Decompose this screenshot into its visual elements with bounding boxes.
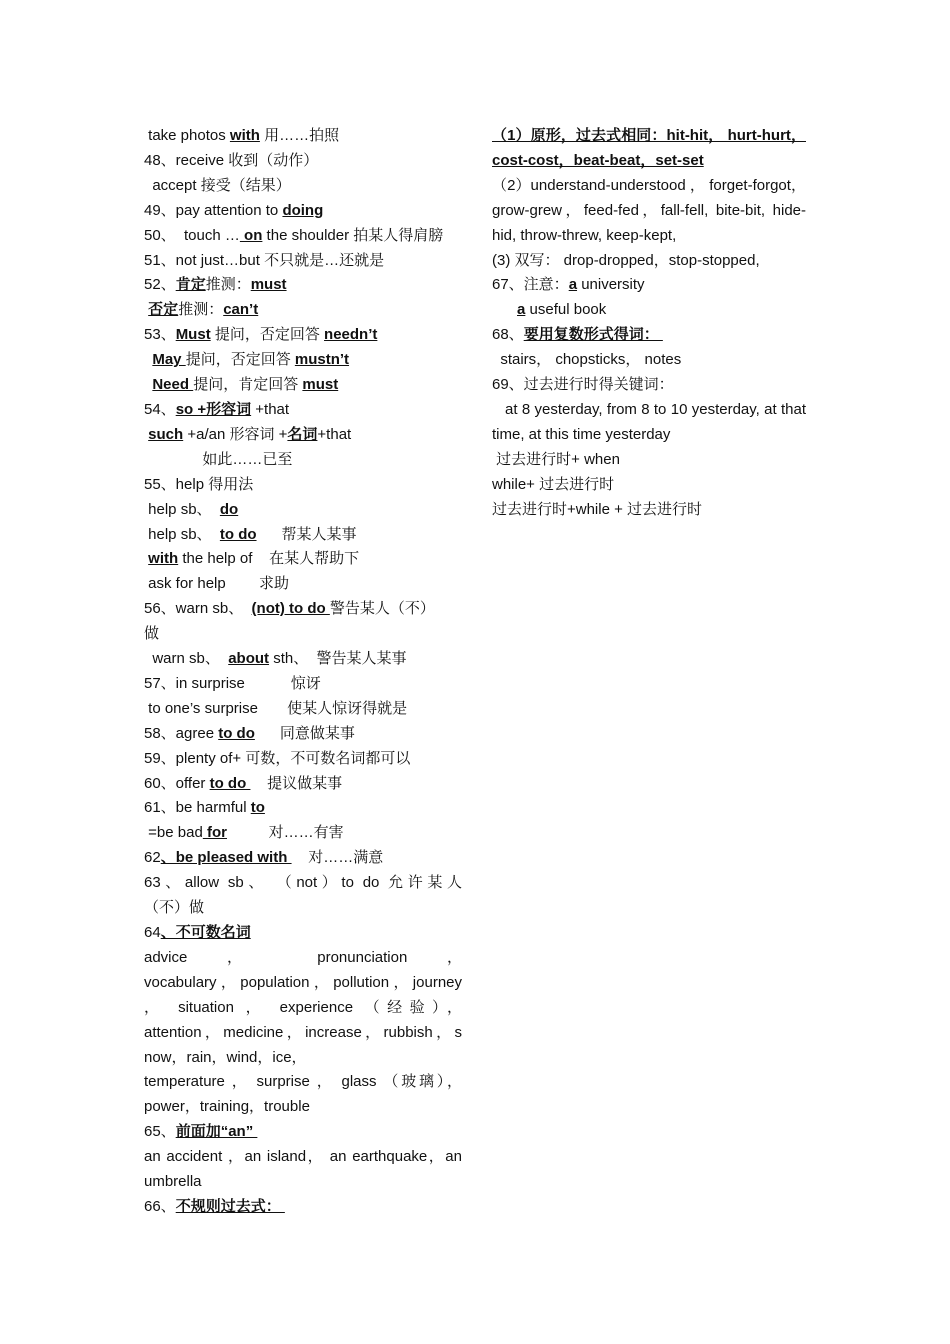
plain-text: an accident ，an island， an earthquake，an xyxy=(144,1148,462,1166)
past-progressive-heading: 69、过去进行时得关键词： xyxy=(492,376,674,394)
plain-text: 54、 xyxy=(144,400,176,418)
plain-text: the shoulder 拍某人得肩膀 xyxy=(262,226,444,244)
emphasis-text: to do xyxy=(219,525,257,543)
plain-text: +that xyxy=(251,400,290,418)
plain-text: help sb、 xyxy=(144,525,220,543)
text-line xyxy=(144,946,462,971)
plain-text: 提问，否定回答 xyxy=(210,326,325,344)
text-line xyxy=(144,1145,462,1170)
plain-text: 63、allow sb、 （not）to do 允许某人 xyxy=(144,874,462,892)
plain-text: +a/an 形容词 + xyxy=(183,425,288,443)
text-line xyxy=(144,821,462,846)
emphasis-text: 否定 xyxy=(148,301,179,319)
text-line xyxy=(144,1070,462,1095)
past-progressive-while: while+ 过去进行时 xyxy=(492,475,615,493)
plain-text: accept 接受（结果） xyxy=(144,176,291,194)
note-text: useful book xyxy=(525,301,607,319)
plain-text: 48、receive 收到（动作） xyxy=(144,151,319,169)
text-line xyxy=(144,498,462,523)
emphasis-text: about xyxy=(228,650,270,668)
plain-text: 同意做某事 xyxy=(254,724,355,742)
emphasis-text: for xyxy=(202,824,227,842)
plain-text: 提问，否定回答 xyxy=(185,351,295,369)
plain-text: 58、agree xyxy=(144,724,219,742)
text-line xyxy=(144,647,462,672)
plain-text: 61、be harmful xyxy=(144,799,251,817)
plain-text: 如此……已至 xyxy=(144,450,293,468)
text-line xyxy=(144,572,462,597)
item-number: 68、 xyxy=(492,326,524,344)
emphasis-text: 、不可数名词 xyxy=(160,924,251,941)
plain-text: 55、help 得用法 xyxy=(144,475,254,493)
text-line xyxy=(144,622,462,647)
plain-text: 56、warn sb、 xyxy=(144,600,252,618)
text-line xyxy=(144,523,462,548)
plain-text: the help of 在某人帮助下 xyxy=(178,550,360,568)
emphasis-text: May xyxy=(152,351,186,369)
plain-text: attention，medicine，increase，rubbish，s xyxy=(144,1023,462,1041)
text-line xyxy=(144,796,462,821)
text-line xyxy=(144,996,462,1021)
emphasis-text: needn’t xyxy=(324,326,378,344)
emphasis-text: with xyxy=(148,550,179,568)
plain-text: 对……满意 xyxy=(291,849,384,867)
text-line xyxy=(144,1170,462,1195)
emphasis-text: must xyxy=(302,376,339,394)
text-line xyxy=(144,149,462,174)
right-column xyxy=(492,124,806,523)
note-text: university xyxy=(577,276,645,294)
emphasis-text: Need xyxy=(152,376,194,394)
plain-text: 64 xyxy=(144,924,161,941)
irregular-past-list: （2）understand-understood ， forget-forgot，grow-grew，feed-fed，fall-fell, bite-bit, hide-hid, throw-threw, keep-kept, xyxy=(492,176,806,244)
emphasis-text: 、be pleased with xyxy=(160,849,292,867)
text-line xyxy=(144,273,462,298)
text-line xyxy=(144,224,462,249)
plain-text: 50、 touch … xyxy=(144,226,240,244)
plain-text: help sb、 xyxy=(144,500,220,518)
plain-text: 65、 xyxy=(144,1123,176,1141)
text-line xyxy=(144,174,462,199)
plain-text: +that xyxy=(317,425,352,443)
plain-text: temperature ， surprise ， glass （玻璃）， xyxy=(144,1073,462,1091)
emphasis-text: (not) to do xyxy=(251,600,330,618)
emphasis-text: with xyxy=(229,127,260,144)
plain-text: 提问，肯定回答 xyxy=(193,376,303,394)
plain-text: take photos xyxy=(144,127,230,144)
plain-text: （不）做 xyxy=(144,899,205,917)
emphasis-text: 前面加“an” xyxy=(175,1123,258,1141)
text-line xyxy=(144,772,462,797)
text-line xyxy=(144,298,462,323)
plain-text: 57、in surprise 惊讶 xyxy=(144,674,321,692)
plain-text: advice ， pronunciation ， xyxy=(144,948,462,966)
text-line xyxy=(144,124,462,149)
emphasis-text: on xyxy=(239,226,263,244)
plural-items: stairs， chopsticks， notes xyxy=(492,351,682,369)
plain-text: 做 xyxy=(144,625,160,643)
plain-text: 对……有害 xyxy=(226,824,344,842)
plain-text: 60、offer xyxy=(144,774,210,792)
text-line xyxy=(144,921,462,946)
emphasis-text: do xyxy=(219,500,239,518)
text-line xyxy=(144,971,462,996)
plain-text: now，rain，wind，ice， xyxy=(144,1048,307,1066)
emphasis-text: such xyxy=(148,425,184,443)
text-line xyxy=(144,1195,462,1220)
article-a: a xyxy=(568,276,578,294)
text-line xyxy=(144,373,462,398)
plain-text: ， situation ， experience （经验）， xyxy=(144,998,462,1016)
plain-text: 51、not just…but 不只就是…还就是 xyxy=(144,251,385,269)
text-line xyxy=(144,323,462,348)
text-line xyxy=(144,1095,462,1120)
plain-text: 53、 xyxy=(144,326,176,344)
plural-heading: 要用复数形式得词： xyxy=(523,326,663,344)
text-line xyxy=(144,473,462,498)
plain-text: sth、 警告某人某事 xyxy=(269,650,407,668)
text-line xyxy=(144,398,462,423)
text-line xyxy=(144,871,462,896)
plain-text: 用……拍照 xyxy=(259,127,340,144)
note-heading: 67、注意： xyxy=(492,276,569,294)
plain-text: 推测： xyxy=(178,301,224,319)
past-progressive-keywords: at 8 yesterday, from 8 to 10 yesterday, at that time, at this time yesterday xyxy=(492,400,806,443)
text-line xyxy=(144,199,462,224)
text-line xyxy=(144,423,462,448)
text-line xyxy=(144,1021,462,1046)
plain-text: 52、 xyxy=(144,276,176,294)
note-item xyxy=(492,273,806,298)
text-line xyxy=(144,348,462,373)
text-line xyxy=(144,1046,462,1071)
plural-heading-line xyxy=(492,323,806,348)
plain-text: 推测： xyxy=(205,276,251,294)
plain-text: 提议做某事 xyxy=(250,774,343,792)
emphasis-text: can’t xyxy=(223,301,259,319)
plain-text: to one’s surprise 使某人惊讶得就是 xyxy=(144,699,408,717)
plain-text: 59、plenty of+ 可数，不可数名词都可以 xyxy=(144,749,411,767)
emphasis-text: 名词 xyxy=(287,425,318,443)
article-a: a xyxy=(517,301,526,319)
emphasis-text: must xyxy=(250,276,287,294)
plain-text: 警告某人（不） xyxy=(329,600,435,618)
plain-text: warn sb、 xyxy=(144,650,229,668)
text-line xyxy=(144,1120,462,1145)
note-item xyxy=(492,298,806,323)
plain-text: =be bad xyxy=(144,824,203,842)
plain-text: ask for help 求助 xyxy=(144,575,290,593)
emphasis-text: 肯定 xyxy=(175,276,206,294)
emphasis-text: to xyxy=(250,799,265,817)
past-progressive-when: 过去进行时+ when xyxy=(492,450,620,468)
left-column xyxy=(144,124,462,1220)
irregular-past-double-consonant: (3) 双写： drop-dropped，stop-stopped, xyxy=(492,251,760,269)
plain-text: 帮某人某事 xyxy=(256,525,357,543)
irregular-past-same-form: （1）原形，过去式相同：hit-hit， hurt-hurt，cost-cost，beat-beat，set-set xyxy=(492,127,806,169)
emphasis-text: so +形容词 xyxy=(175,400,252,418)
text-line xyxy=(144,597,462,622)
plain-text: umbrella xyxy=(144,1173,202,1191)
emphasis-text: to do xyxy=(218,724,255,742)
plain-text: vocabulary，population，pollution，journey xyxy=(144,973,462,991)
text-line xyxy=(144,697,462,722)
text-line xyxy=(144,249,462,274)
text-line xyxy=(144,896,462,921)
text-line xyxy=(144,547,462,572)
text-line xyxy=(144,747,462,772)
text-line xyxy=(144,448,462,473)
plain-text: 62 xyxy=(144,849,161,867)
emphasis-text: to do xyxy=(209,774,251,792)
text-line xyxy=(144,846,462,871)
emphasis-text: Must xyxy=(175,326,211,344)
past-progressive-while-2: 过去进行时+while + 过去进行时 xyxy=(492,500,703,518)
plain-text: 66、 xyxy=(144,1197,176,1215)
indent xyxy=(492,301,517,318)
plain-text: 49、pay attention to xyxy=(144,201,283,219)
text-line xyxy=(144,722,462,747)
text-line xyxy=(144,672,462,697)
emphasis-text: doing xyxy=(282,201,324,219)
emphasis-text: 不规则过去式： xyxy=(175,1197,285,1215)
emphasis-text: mustn’t xyxy=(294,351,350,369)
plain-text: power，training，trouble xyxy=(144,1098,310,1116)
